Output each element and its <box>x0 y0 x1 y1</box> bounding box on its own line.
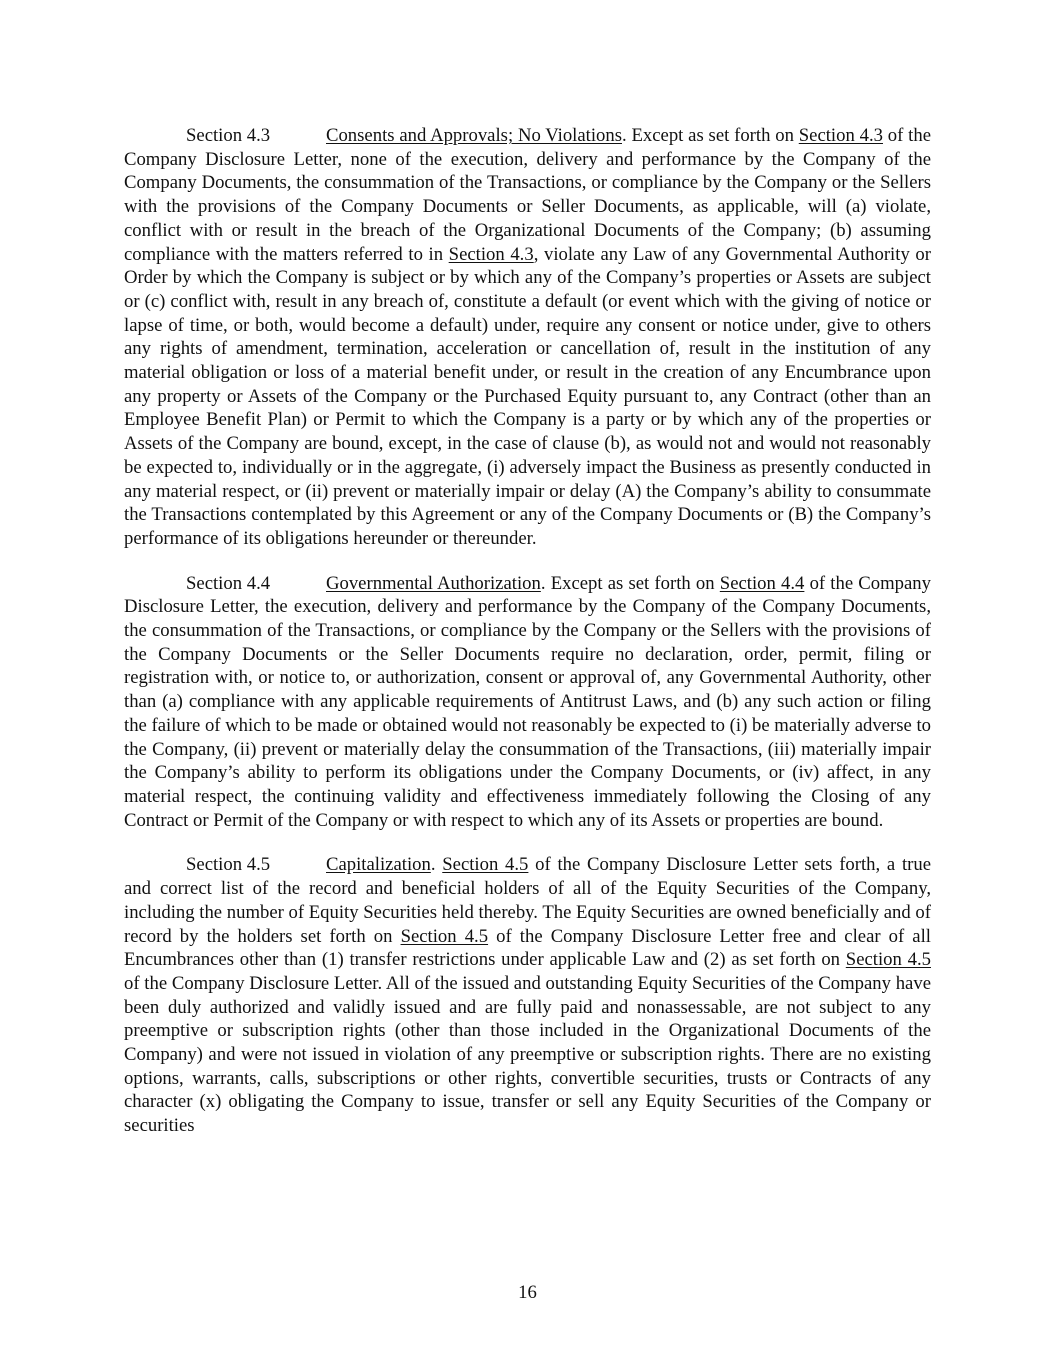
section-reference: Section 4.5 <box>442 854 529 876</box>
section-reference: Section 4.3 <box>798 125 883 146</box>
section-reference: Section 4.3 <box>448 243 534 265</box>
section-text: of the Company Disclosure Letter sets forth, a true and correct list of the record and beneficial holders of all of the Equity Securities of the Company, including the number of Equity Securities held thereby. The Equity Securities are owned beneficially and of record by the holders set forth on <box>124 854 932 947</box>
section-text: of the Company Disclosure Letter, the execution, delivery and performance by the Company of the Company Documents, the consummation of the Transactions, or compliance by the Company or the Sellers with the provisions of the Company Documents or the Seller Documents require no declaration, order, permit, filing or registration with, or notice to, or authorization, consent or approval of, any Governmental Authority, other than (a) compliance with any applicable requirements of Antitrust Laws, and (b) any such action or filing the failure of which to be made or obtained would not reasonably be expected to (i) be materially adverse to the Company, (ii) prevent or materially delay the consummation of the Transactions, (iii) materially impair the Company’s ability to perform its obligations under the Company Documents, or (iv) affect, in any material respect, the continuing validity and effectiveness immediately following the Closing of any Contract or Permit of the Company or with respect to which any of its Assets or properties are bound. <box>124 572 931 831</box>
section-heading: Consents and Approvals; No Violations <box>326 125 622 146</box>
page-number: 16 <box>518 1282 537 1303</box>
document-page <box>124 124 931 1159</box>
section-text: . Except as set forth on <box>622 125 799 146</box>
section-4-4-paragraph <box>124 572 931 833</box>
section-text: of the Company Disclosure Letter. All of the issued and outstanding Equity Securities of the Company have been duly authorized and validly issued and are fully paid and nonassessable, are not subject to any preemptive or subscription rights (other than those included in the Organizational Documents of the Company) and were not issued in violation of any preemptive or subscription rights. There are no existing options, warrants, calls, subscriptions or other rights, convertible securities, trusts or Contracts of any character (x) obligating the Company to issue, transfer or sell any Equity Securities of the Company or securities <box>124 972 931 1137</box>
section-4-5-paragraph <box>124 853 931 1137</box>
section-text: of the Company Disclosure Letter free and clear of all Encumbrances other than (1) transfer restrictions under applicable Law and (2) as set forth on <box>124 925 931 971</box>
section-reference: Section 4.5 <box>400 925 489 947</box>
section-heading: Governmental Authorization <box>326 572 541 594</box>
section-text: , violate any Law of any Governmental Authority or Order by which the Company is subject or by which any of the Company’s properties or Assets are subject or (c) conflict with, result in any breach of, constitute a default (or event which with the giving of notice or lapse of time, or both, would become a default) under, require any consent or notice under, give to others any rights of amendment, termination, acceleration or cancellation of, result in the institution of any material obligation or loss of a material benefit under, or result in the creation of any Encumbrance upon any property or Assets of the Company or the Purchased Equity pursuant to, any Contract (other than an Employee Benefit Plan) or Permit to which the Company is a party or by which any of the properties or Assets of the Company are bound, except, in the case of clause (b), as would not and would not reasonably be expected to, individually or in the aggregate, (i) adversely impact the Business as presently conducted in any material respect, or (ii) prevent or materially impair or delay (A) the Company’s ability to consummate the Transactions contemplated by this Agreement or any of the Company Documents or (B) the Company’s performance of its obligations hereunder or thereunder. <box>124 243 931 549</box>
section-text: of the Company Disclosure Letter, none of the execution, delivery and performance by the Company of the Company Documents, the consummation of the Transactions, or compliance by the Company or the Sellers with the provisions of the Company Documents or Seller Documents, as applicable, will (a) violate, conflict with or result in the breach of the Organizational Documents of the Company; (b) assuming compliance with the matters referred to in <box>124 125 931 265</box>
section-text: . Except as set forth on <box>540 572 720 594</box>
section-text: . <box>430 854 443 876</box>
section-number: Section 4.3 <box>186 125 271 146</box>
section-reference: Section 4.4 <box>719 572 805 594</box>
section-number: Section 4.4 <box>186 572 271 594</box>
section-number: Section 4.5 <box>186 854 271 876</box>
section-4-3-paragraph <box>124 124 931 551</box>
section-reference: Section 4.5 <box>845 949 931 971</box>
section-heading: Capitalization <box>326 854 431 876</box>
